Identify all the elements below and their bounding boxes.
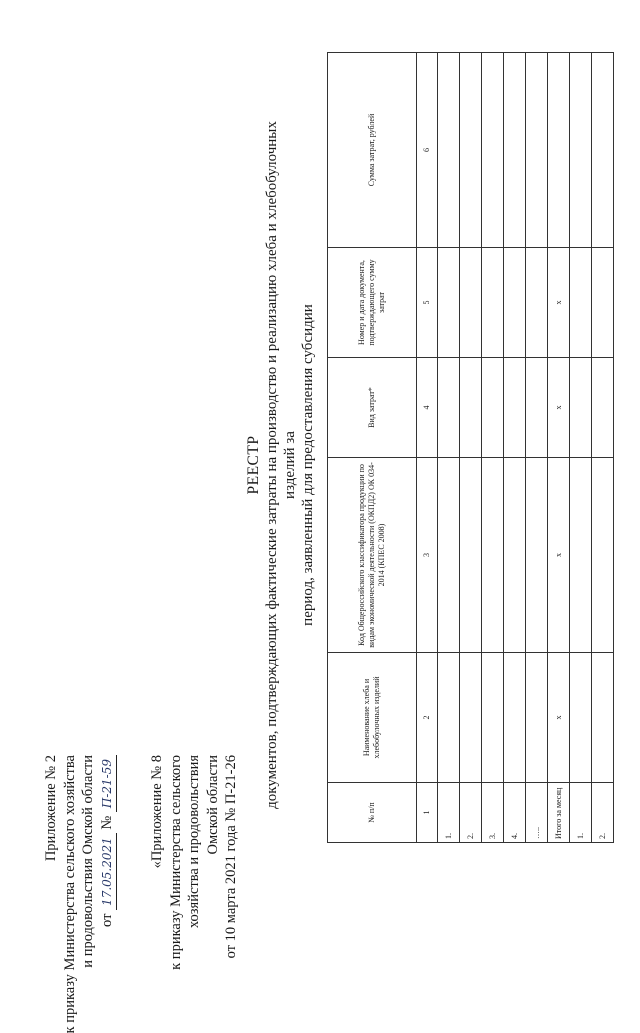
table-cell bbox=[570, 458, 592, 653]
table-cell: 4. bbox=[504, 783, 526, 843]
table-row bbox=[592, 53, 614, 843]
column-number-cell: 5 bbox=[417, 248, 438, 358]
registry-title: РЕЕСТР bbox=[245, 435, 262, 495]
table-cell bbox=[570, 358, 592, 458]
table-cell bbox=[526, 248, 548, 358]
table-cell bbox=[504, 458, 526, 653]
table-cell bbox=[482, 248, 504, 358]
table-cell bbox=[526, 653, 548, 783]
header-cell: Код Общероссийского классификатора продукции по видам экономической деятельности (ОКПД2) ОК 034-2014 (КПЕС 2008) bbox=[328, 458, 417, 653]
table-column-number-row bbox=[417, 53, 438, 843]
header-cell: Вид затрат* bbox=[328, 358, 417, 458]
table-cell bbox=[504, 358, 526, 458]
table-row bbox=[504, 53, 526, 843]
table-cell bbox=[482, 458, 504, 653]
from-label: от bbox=[98, 913, 115, 927]
header-cell: Сумма затрат, рублей bbox=[328, 53, 417, 248]
appendix-2-ministry-line: и продовольствия Омской области bbox=[80, 755, 96, 968]
table-cell bbox=[526, 53, 548, 248]
appendix-2-order-line: к приказу Министерства сельского хозяйства bbox=[61, 755, 78, 1033]
table-row bbox=[460, 53, 482, 843]
table-cell bbox=[438, 653, 460, 783]
table-cell bbox=[592, 458, 614, 653]
number-label: № bbox=[98, 815, 115, 830]
table-cell bbox=[592, 358, 614, 458]
table-cell bbox=[570, 248, 592, 358]
table-cell bbox=[438, 248, 460, 358]
table-cell bbox=[482, 53, 504, 248]
appendix-2-date-line bbox=[98, 755, 118, 1033]
table-cell: x bbox=[548, 358, 570, 458]
table-cell bbox=[504, 653, 526, 783]
table-cell bbox=[504, 53, 526, 248]
appendix-8-date-line: от 10 марта 2021 года № П-21-26 bbox=[223, 755, 239, 959]
appendix-8-order-line: к приказу Министерства сельского bbox=[167, 755, 184, 970]
registry-title-block bbox=[245, 95, 317, 835]
appendix-2-title: Приложение № 2 bbox=[43, 755, 59, 862]
appendix-8-ministry-line: хозяйства и продовольствия bbox=[186, 755, 202, 929]
header-cell: Наименование хлеба и хлебобулочных изделий bbox=[328, 653, 417, 783]
table-cell: x bbox=[548, 248, 570, 358]
table-cell bbox=[548, 53, 570, 248]
table-cell: 3. bbox=[482, 783, 504, 843]
table-cell bbox=[570, 653, 592, 783]
appendix-8-region-line: Омской области bbox=[204, 755, 221, 855]
table-cell bbox=[504, 248, 526, 358]
table-row bbox=[570, 53, 592, 843]
table-row bbox=[548, 53, 570, 843]
table-cell bbox=[592, 248, 614, 358]
table-header-row bbox=[328, 53, 417, 843]
handwritten-number: П-21-59 bbox=[98, 755, 118, 812]
table-cell: 1. bbox=[438, 783, 460, 843]
registry-subtitle-line-2: период, заявленный для предоставления субсидии bbox=[300, 304, 316, 626]
table-cell bbox=[592, 653, 614, 783]
column-number-cell: 4 bbox=[417, 358, 438, 458]
table-cell: 1. bbox=[570, 783, 592, 843]
column-number-cell: 3 bbox=[417, 458, 438, 653]
table-cell bbox=[460, 458, 482, 653]
registry-subtitle-line-1: документов, подтверждающих фактические затраты на производство и реализацию хлеба и хлебобулочных изделий за bbox=[264, 121, 298, 809]
table-cell bbox=[526, 458, 548, 653]
table-cell: 2. bbox=[592, 783, 614, 843]
table-cell: Итого за месяц bbox=[548, 783, 570, 843]
handwritten-date: 17.05.2021 bbox=[98, 833, 118, 910]
appendix-8-title: «Приложение № 8 bbox=[149, 755, 165, 869]
table-cell bbox=[482, 358, 504, 458]
table-cell: x bbox=[548, 458, 570, 653]
table-cell bbox=[460, 53, 482, 248]
table-cell bbox=[482, 653, 504, 783]
registry-table bbox=[327, 52, 614, 843]
table-row bbox=[438, 53, 460, 843]
table-cell bbox=[438, 53, 460, 248]
column-number-cell: 6 bbox=[417, 53, 438, 248]
header-cell: № п/п bbox=[328, 783, 417, 843]
header-cell: Номер и дата документа, подтверждающего сумму затрат bbox=[328, 248, 417, 358]
table-row bbox=[526, 53, 548, 843]
column-number-cell: 2 bbox=[417, 653, 438, 783]
table-cell bbox=[526, 358, 548, 458]
column-number-cell: 1 bbox=[417, 783, 438, 843]
registry-table-body bbox=[328, 53, 614, 843]
table-cell: x bbox=[548, 653, 570, 783]
table-cell bbox=[438, 358, 460, 458]
appendix-8-header bbox=[148, 755, 241, 970]
table-cell bbox=[570, 53, 592, 248]
table-cell bbox=[460, 248, 482, 358]
table-cell: 2. bbox=[460, 783, 482, 843]
table-cell bbox=[460, 358, 482, 458]
table-row bbox=[482, 53, 504, 843]
table-cell bbox=[438, 458, 460, 653]
appendix-2-header bbox=[42, 755, 117, 1033]
table-cell bbox=[592, 53, 614, 248]
table-cell: ….. bbox=[526, 783, 548, 843]
table-cell bbox=[460, 653, 482, 783]
